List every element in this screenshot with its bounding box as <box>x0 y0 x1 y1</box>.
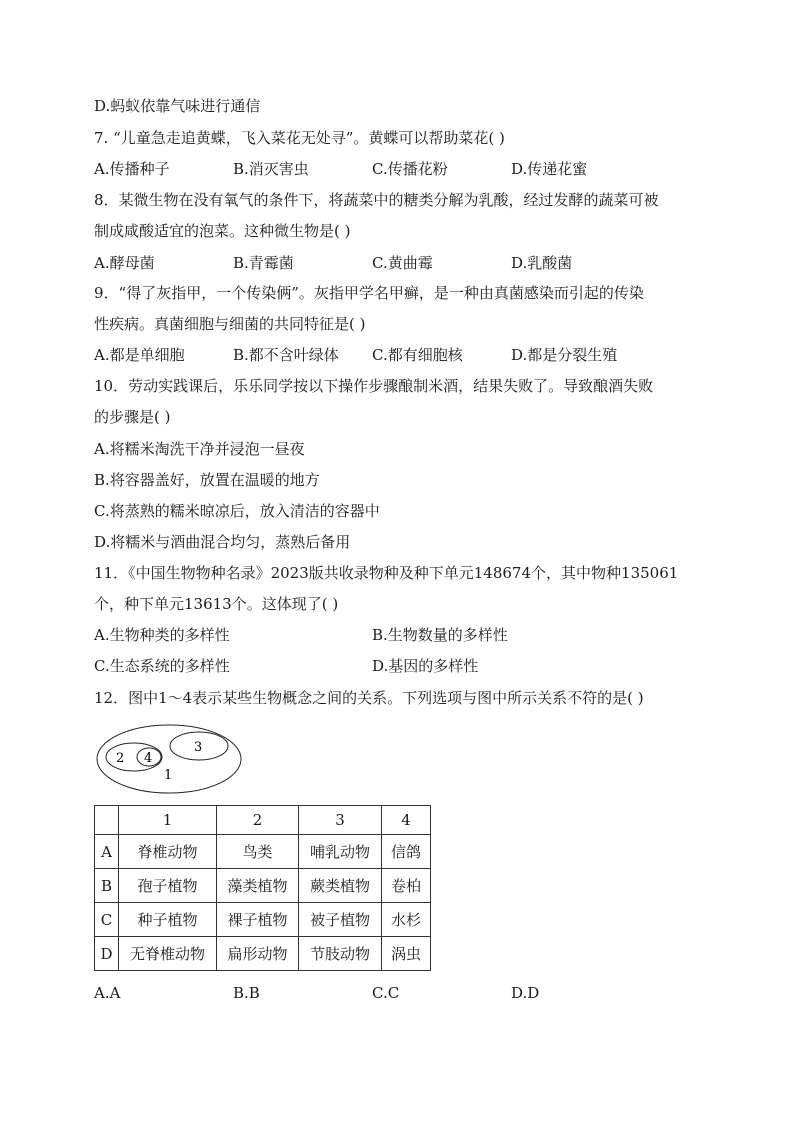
table-row <box>95 835 431 869</box>
table-cell: 哺乳动物 <box>299 835 382 869</box>
table-cell: 4 <box>382 806 431 835</box>
q10-stem-line-2: 的步骤是( ) <box>94 408 171 426</box>
q8-option-a: A.酵母菌 <box>94 254 155 272</box>
q10-stem-line-1: 10．劳动实践课后，乐乐同学按以下操作步骤酿制米酒，结果失败了。导致酿酒失败 <box>94 377 654 395</box>
table-cell: 3 <box>299 806 382 835</box>
q10-option-a: A.将糯米淘洗干净并浸泡一昼夜 <box>94 440 305 458</box>
q10-option-b: B.将容器盖好，放置在温暖的地方 <box>94 471 320 489</box>
q7-option-c: C.传播花粉 <box>372 160 448 178</box>
q9-stem-line-1: 9．“得了灰指甲，一个传染俩”。灰指甲学名甲癣，是一种由真菌感染而引起的传染 <box>94 284 644 302</box>
table-row <box>95 869 431 903</box>
concept-label-4: 4 <box>144 751 153 766</box>
table-cell: 节肢动物 <box>299 937 382 971</box>
q9-option-a: A.都是单细胞 <box>94 346 185 364</box>
q6-option-d: D.蚂蚁依靠气味进行通信 <box>94 97 261 115</box>
table-cell: 扁形动物 <box>217 937 299 971</box>
q7-option-d: D.传递花蜜 <box>511 160 588 178</box>
q11-option-a: A.生物种类的多样性 <box>94 626 230 644</box>
q9-option-c: C.都有细胞核 <box>372 346 463 364</box>
table-cell: A <box>95 835 119 869</box>
table-cell: 无脊椎动物 <box>119 937 217 971</box>
q7-stem: 7. “儿童急走追黄蝶，飞入菜花无处寻”。黄蝶可以帮助菜花( ) <box>94 129 505 147</box>
table-cell: D <box>95 937 119 971</box>
q12-option-d: D.D <box>511 984 540 1002</box>
table-cell: 脊椎动物 <box>119 835 217 869</box>
q8-option-b: B.青霉菌 <box>233 254 294 272</box>
q8-option-d: D.乳酸菌 <box>511 254 573 272</box>
concept-label-2: 2 <box>116 751 125 766</box>
table-cell: B <box>95 869 119 903</box>
q7-option-a: A.传播种子 <box>94 160 170 178</box>
q8-stem-line-2: 制成咸酸适宜的泡菜。这种微生物是( ) <box>94 222 351 240</box>
table-cell: 被子植物 <box>299 903 382 937</box>
table-row <box>95 903 431 937</box>
table-row <box>95 937 431 971</box>
table-cell: 藻类植物 <box>217 869 299 903</box>
table-cell: 蕨类植物 <box>299 869 382 903</box>
q11-option-b: B.生物数量的多样性 <box>372 626 508 644</box>
q10-option-d: D.将糯米与酒曲混合均匀，蒸熟后备用 <box>94 533 351 551</box>
table-cell: 种子植物 <box>119 903 217 937</box>
q8-option-c: C.黄曲霉 <box>372 254 433 272</box>
q12-option-a: A.A <box>94 984 121 1002</box>
table-cell: 水杉 <box>382 903 431 937</box>
q7-option-b: B.消灭害虫 <box>233 160 309 178</box>
q12-stem: 12．图中1～4表示某些生物概念之间的关系。下列选项与图中所示关系不符的是( ) <box>94 689 644 707</box>
q9-stem-line-2: 性疾病。真菌细胞与细菌的共同特征是( ) <box>94 315 366 333</box>
table-cell: 裸子植物 <box>217 903 299 937</box>
table-cell: 卷柏 <box>382 869 431 903</box>
q11-stem-line-1: 11．《中国生物物种名录》2023版共收录物种及种下单元148674个，其中物种135061 <box>94 564 679 582</box>
q12-relation-table <box>94 805 431 971</box>
table-header-row <box>95 806 431 835</box>
q11-option-c: C.生态系统的多样性 <box>94 657 230 675</box>
concept-ellipse-2 <box>106 743 162 771</box>
q12-concept-diagram <box>94 722 246 798</box>
table-cell: 1 <box>119 806 217 835</box>
concept-label-1: 1 <box>164 768 173 783</box>
q12-option-b: B.B <box>233 984 260 1002</box>
table-cell: 2 <box>217 806 299 835</box>
table-cell <box>95 806 119 835</box>
table-cell: 孢子植物 <box>119 869 217 903</box>
q11-stem-line-2: 个，种下单元13613个。这体现了( ) <box>94 595 339 613</box>
q11-option-d: D.基因的多样性 <box>372 657 479 675</box>
q12-option-c: C.C <box>372 984 400 1002</box>
q9-option-d: D.都是分裂生殖 <box>511 346 618 364</box>
table-cell: 鸟类 <box>217 835 299 869</box>
table-cell: 信鸽 <box>382 835 431 869</box>
q9-option-b: B.都不含叶绿体 <box>233 346 339 364</box>
q10-option-c: C.将蒸熟的糯米晾凉后，放入清洁的容器中 <box>94 502 380 520</box>
table-cell: C <box>95 903 119 937</box>
q8-stem-line-1: 8．某微生物在没有氧气的条件下，将蔬菜中的糖类分解为乳酸，经过发酵的蔬菜可被 <box>94 191 659 209</box>
concept-label-3: 3 <box>194 740 203 755</box>
table-cell: 涡虫 <box>382 937 431 971</box>
